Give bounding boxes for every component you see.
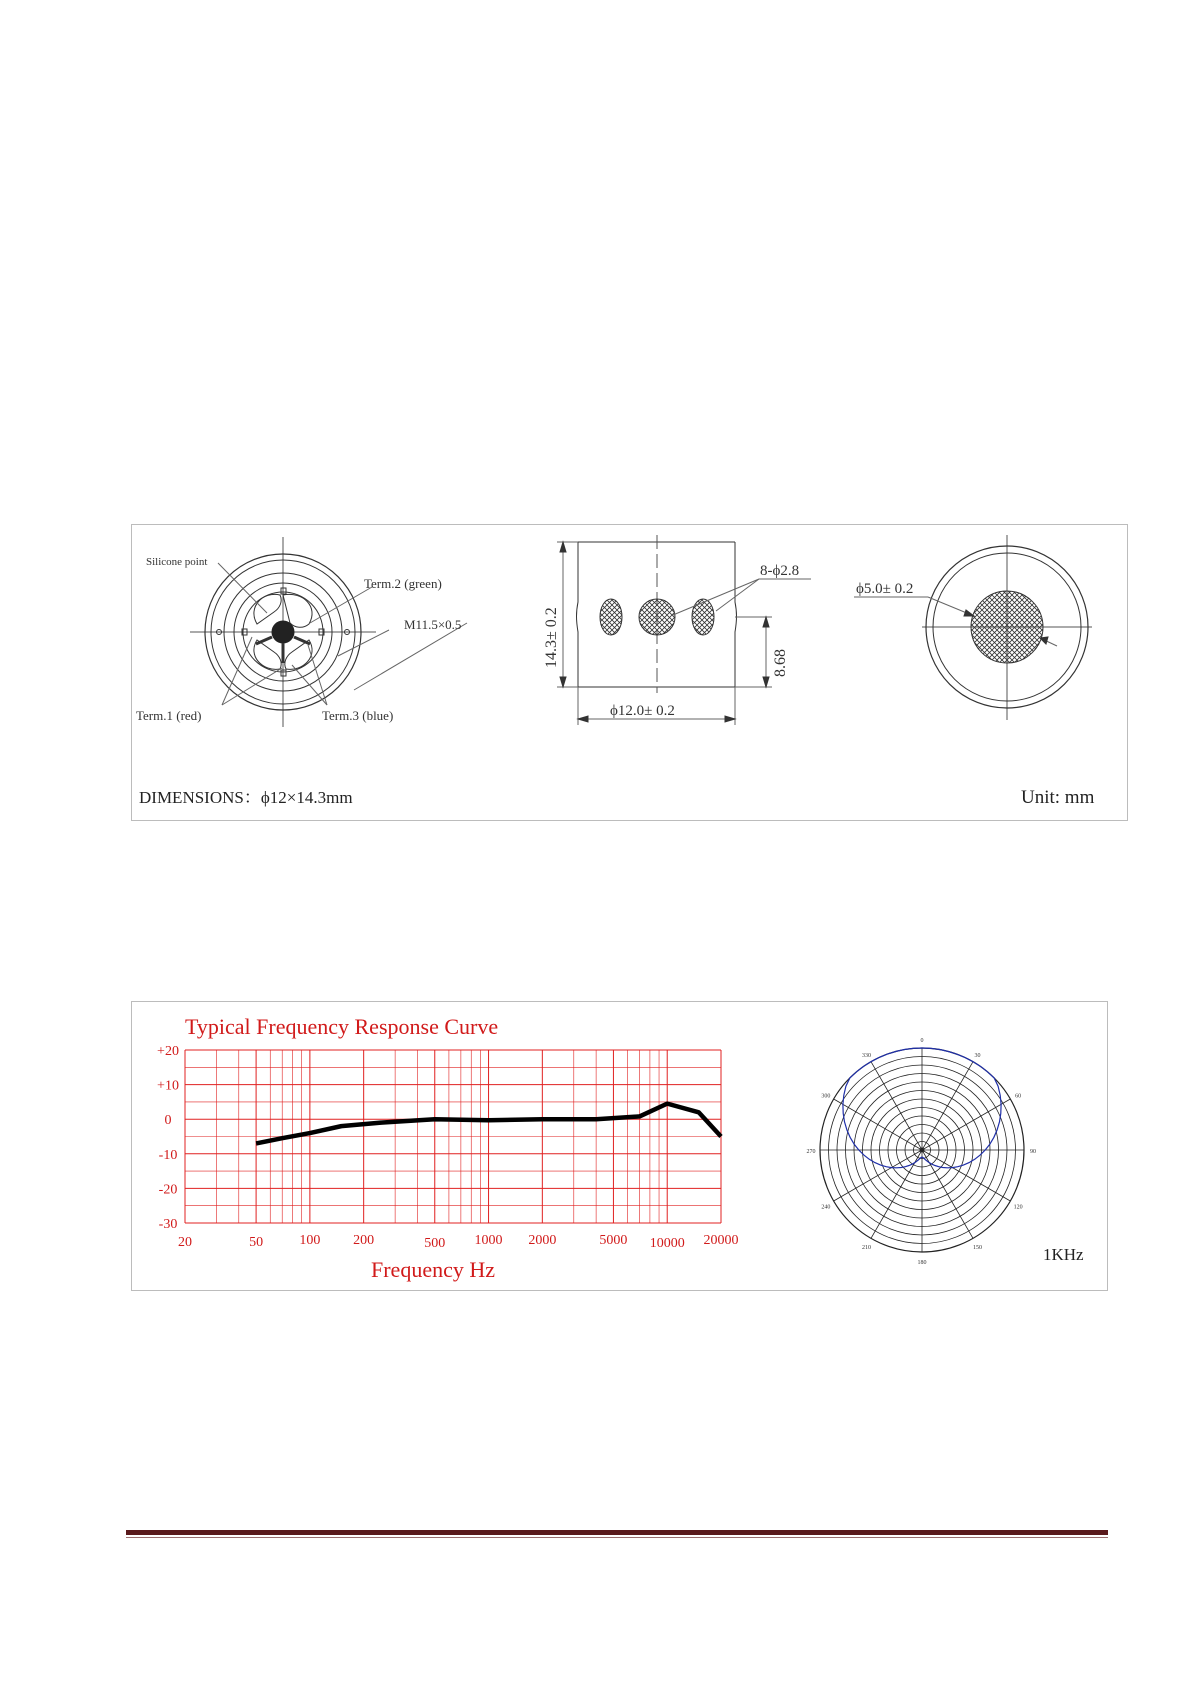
frequency-panel: [131, 1001, 1108, 1291]
term1-label: Term.1 (red): [136, 708, 202, 723]
polar-spoke: [834, 1099, 922, 1150]
polar-spoke: [922, 1062, 973, 1150]
x-tick-label: 50: [249, 1235, 264, 1250]
term2-label: Term.2 (green): [364, 576, 442, 591]
y-tick-label: -30: [158, 1217, 178, 1232]
y-tick-label: +20: [157, 1044, 179, 1059]
x-tick-label: 500: [424, 1236, 446, 1251]
inner-diameter-label: ϕ5.0± 0.2: [856, 581, 914, 597]
polar-angle-label: 240: [821, 1204, 831, 1211]
thread-label: M11.5×0.5: [404, 617, 462, 632]
top-view: [854, 535, 1092, 720]
x-tick-label: 200: [353, 1233, 375, 1248]
footer-rule-thick: [126, 1530, 1108, 1535]
frequency-figure: [132, 1002, 1107, 1290]
holes-label: 8-ϕ2.8: [760, 563, 800, 579]
x-axis: [178, 1233, 739, 1251]
silicone-point-label: Silicone point: [146, 556, 208, 568]
polar-angle-label: 120: [1013, 1204, 1023, 1211]
x-tick-label: 2000: [528, 1233, 557, 1248]
x-tick-label: 100: [299, 1233, 321, 1248]
polar-spoke: [834, 1150, 922, 1201]
y-tick-label: 0: [164, 1113, 172, 1129]
height-dimension-label: 14.3± 0.2: [543, 607, 560, 668]
diameter-label: ϕ12.0± 0.2: [610, 703, 675, 719]
x-tick-label: 20000: [703, 1233, 739, 1248]
polar-angle-label: 60: [1015, 1093, 1022, 1100]
polar-spoke: [922, 1099, 1010, 1150]
dimensions-text: DIMENSIONS：ϕ12×14.3mm: [139, 788, 353, 807]
chart-grid: [185, 1050, 721, 1223]
footer-rule-thin: [126, 1537, 1108, 1538]
x-tick-label: 20: [178, 1235, 192, 1250]
x-tick-label: 1000: [474, 1233, 503, 1248]
polar-angle-label: 210: [862, 1245, 871, 1252]
polar-angle-label: 330: [862, 1052, 871, 1059]
polar-angle-label: 300: [821, 1093, 831, 1100]
front-view: [190, 537, 467, 727]
polar-angle-label: 30: [974, 1052, 981, 1059]
polar-plot: [807, 1038, 1037, 1266]
term3-label: Term.3 (blue): [322, 708, 394, 723]
y-tick-label: +10: [157, 1078, 179, 1094]
hole-height-label: 8.68: [772, 649, 789, 677]
polar-center: [920, 1148, 925, 1153]
y-tick-label: -10: [158, 1147, 178, 1163]
x-tick-label: 10000: [649, 1236, 685, 1251]
polar-angle-label: 270: [806, 1149, 816, 1155]
x-tick-label: 5000: [599, 1233, 628, 1248]
chart-x-label: Frequency Hz: [371, 1257, 496, 1282]
y-tick-label: -20: [158, 1182, 178, 1198]
dimensions-drawing: [132, 525, 1127, 820]
polar-frequency-label: 1KHz: [1043, 1245, 1084, 1264]
dimensions-panel: [131, 524, 1128, 821]
chart-title: Typical Frequency Response Curve: [185, 1014, 499, 1039]
polar-angle-label: 150: [973, 1245, 982, 1252]
polar-spoke: [871, 1062, 922, 1150]
polar-angle-label: 90: [1030, 1149, 1036, 1155]
y-axis: [157, 1044, 179, 1232]
polar-angle-label: 0: [920, 1038, 924, 1044]
polar-angle-label: 180: [917, 1260, 927, 1266]
unit-text: Unit: mm: [1021, 787, 1095, 808]
polar-spoke: [922, 1150, 1010, 1201]
